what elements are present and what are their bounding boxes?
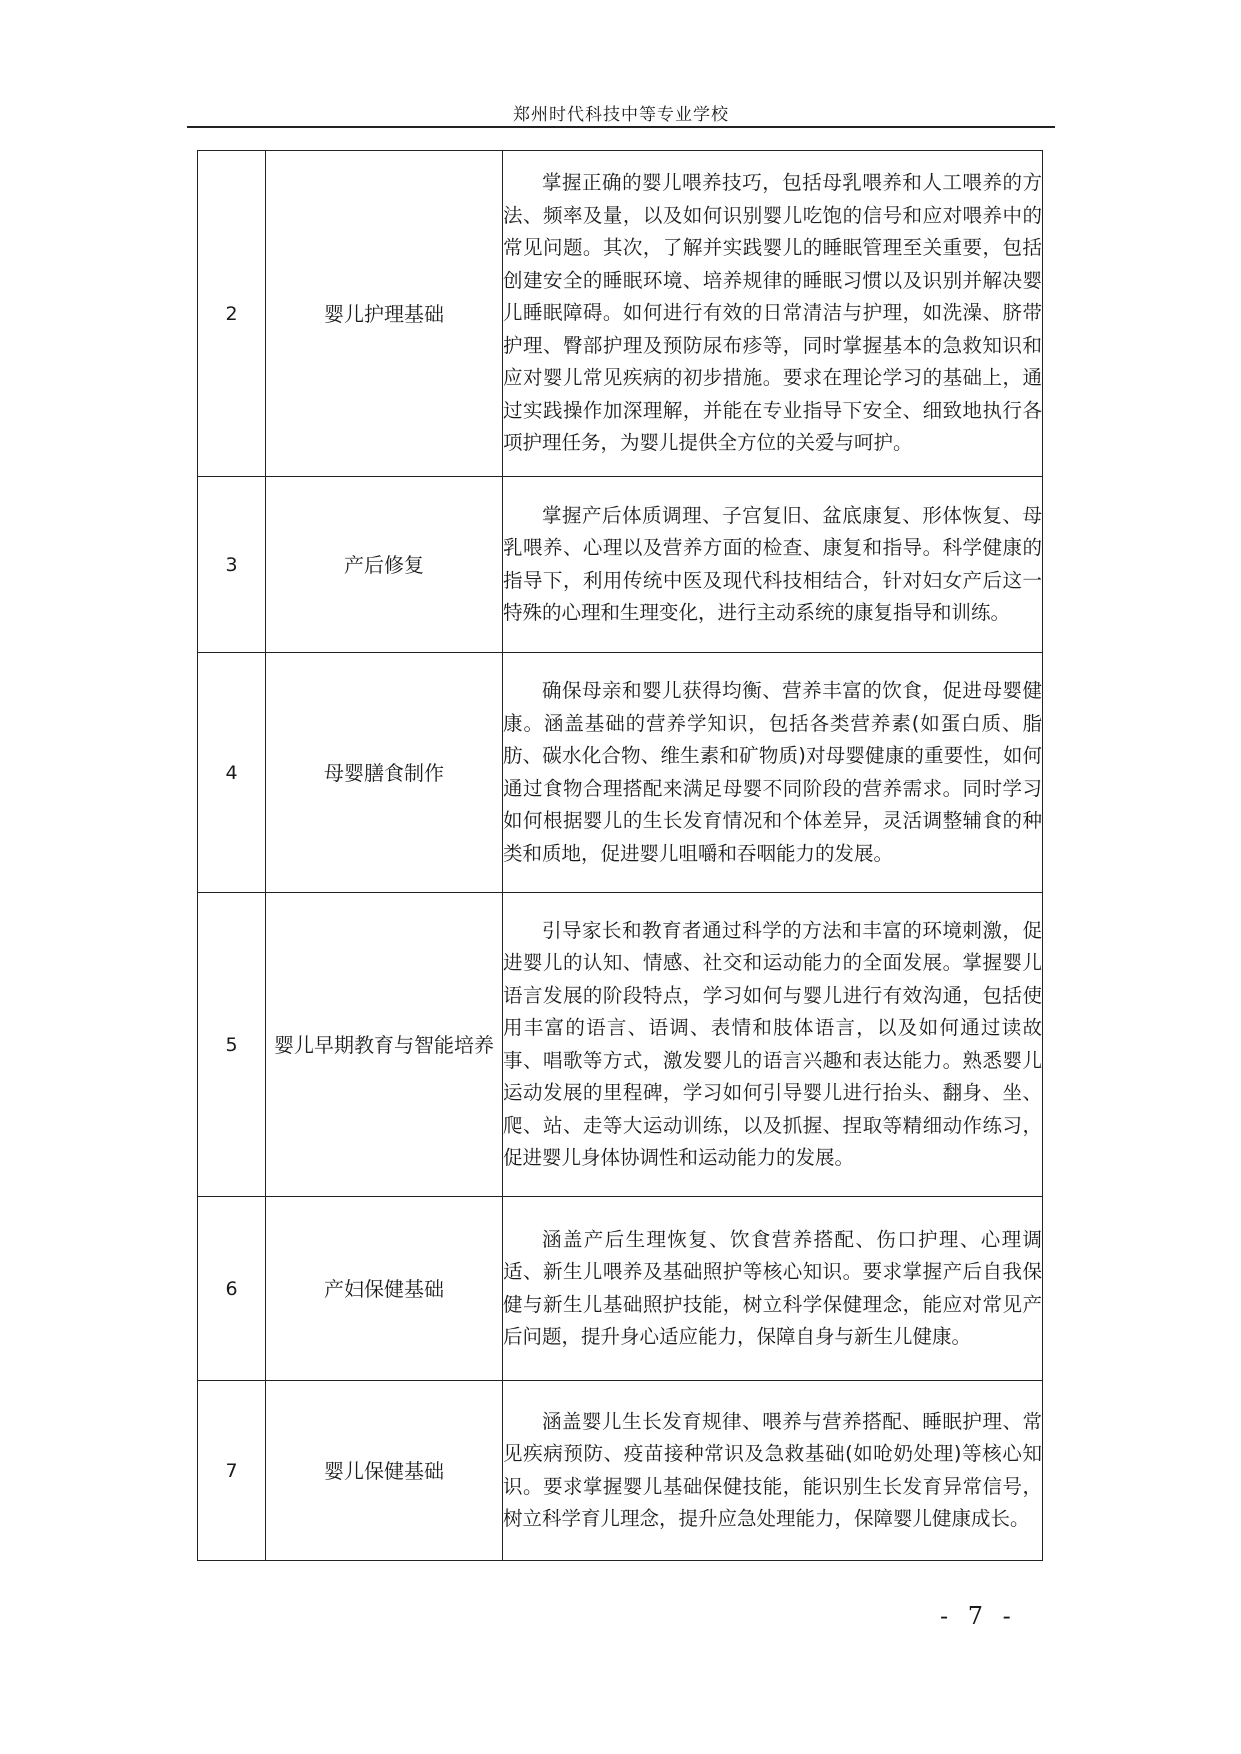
row-number: 3 (198, 477, 266, 653)
page-header-school-name: 郑州时代科技中等专业学校 (513, 105, 729, 125)
table-row (198, 893, 1043, 1197)
header-rule (187, 126, 1055, 128)
course-name: 产后修复 (266, 477, 503, 653)
table-row (198, 151, 1043, 477)
row-number: 4 (198, 653, 266, 893)
course-description: 掌握正确的婴儿喂养技巧，包括母乳喂养和人工喂养的方法、频率及量，以及如何识别婴儿吃饱的信号和应对喂养中的常见问题。其次，了解并实践婴儿的睡眠管理至关重要，包括创建安全的睡眠环境、培养规律的睡眠习惯以及识别并解决婴儿睡眠障碍。如何进行有效的日常清洁与护理，如洗澡、脐带护理、臀部护理及预防尿布疹等，同时掌握基本的急救知识和应对婴儿常见疾病的初步措施。要求在理论学习的基础上，通过实践操作加深理解，并能在专业指导下安全、细致地执行各项护理任务，为婴儿提供全方位的关爱与呵护。 (503, 151, 1043, 477)
course-description: 掌握产后体质调理、子宫复旧、盆底康复、形体恢复、母乳喂养、心理以及营养方面的检查、康复和指导。科学健康的指导下，利用传统中医及现代科技相结合，针对妇女产后这一特殊的心理和生理变化，进行主动系统的康复指导和训练。 (503, 477, 1043, 653)
course-name: 产妇保健基础 (266, 1197, 503, 1381)
course-name: 婴儿护理基础 (266, 151, 503, 477)
course-name: 婴儿保健基础 (266, 1381, 503, 1561)
course-description: 涵盖婴儿生长发育规律、喂养与营养搭配、睡眠护理、常见疾病预防、疫苗接种常识及急救基础(如呛奶处理)等核心知识。要求掌握婴儿基础保健技能，能识别生长发育异常信号，树立科学育儿理念，提升应急处理能力，保障婴儿健康成长。 (503, 1381, 1043, 1561)
course-name: 婴儿早期教育与智能培养 (266, 893, 503, 1197)
course-description: 引导家长和教育者通过科学的方法和丰富的环境刺激，促进婴儿的认知、情感、社交和运动能力的全面发展。掌握婴儿语言发展的阶段特点，学习如何与婴儿进行有效沟通，包括使用丰富的语言、语调、表情和肢体语言，以及如何通过读故事、唱歌等方式，激发婴儿的语言兴趣和表达能力。熟悉婴儿运动发展的里程碑，学习如何引导婴儿进行抬头、翻身、坐、爬、站、走等大运动训练，以及抓握、捏取等精细动作练习，促进婴儿身体协调性和运动能力的发展。 (503, 893, 1043, 1197)
row-number: 5 (198, 893, 266, 1197)
table-row (198, 1381, 1043, 1561)
course-table (197, 150, 1043, 1561)
row-number: 2 (198, 151, 266, 477)
row-number: 7 (198, 1381, 266, 1561)
row-number: 6 (198, 1197, 266, 1381)
table-row (198, 1197, 1043, 1381)
table-row (198, 653, 1043, 893)
course-description: 涵盖产后生理恢复、饮食营养搭配、伤口护理、心理调适、新生儿喂养及基础照护等核心知识。要求掌握产后自我保健与新生儿基础照护技能，树立科学保健理念，能应对常见产后问题，提升身心适应能力，保障自身与新生儿健康。 (503, 1197, 1043, 1381)
page-number: - 7 - (940, 1602, 1017, 1630)
table-row (198, 477, 1043, 653)
course-description: 确保母亲和婴儿获得均衡、营养丰富的饮食，促进母婴健康。涵盖基础的营养学知识，包括各类营养素(如蛋白质、脂肪、碳水化合物、维生素和矿物质)对母婴健康的重要性，如何通过食物合理搭配来满足母婴不同阶段的营养需求。同时学习如何根据婴儿的生长发育情况和个体差异，灵活调整辅食的种类和质地，促进婴儿咀嚼和吞咽能力的发展。 (503, 653, 1043, 893)
course-name: 母婴膳食制作 (266, 653, 503, 893)
